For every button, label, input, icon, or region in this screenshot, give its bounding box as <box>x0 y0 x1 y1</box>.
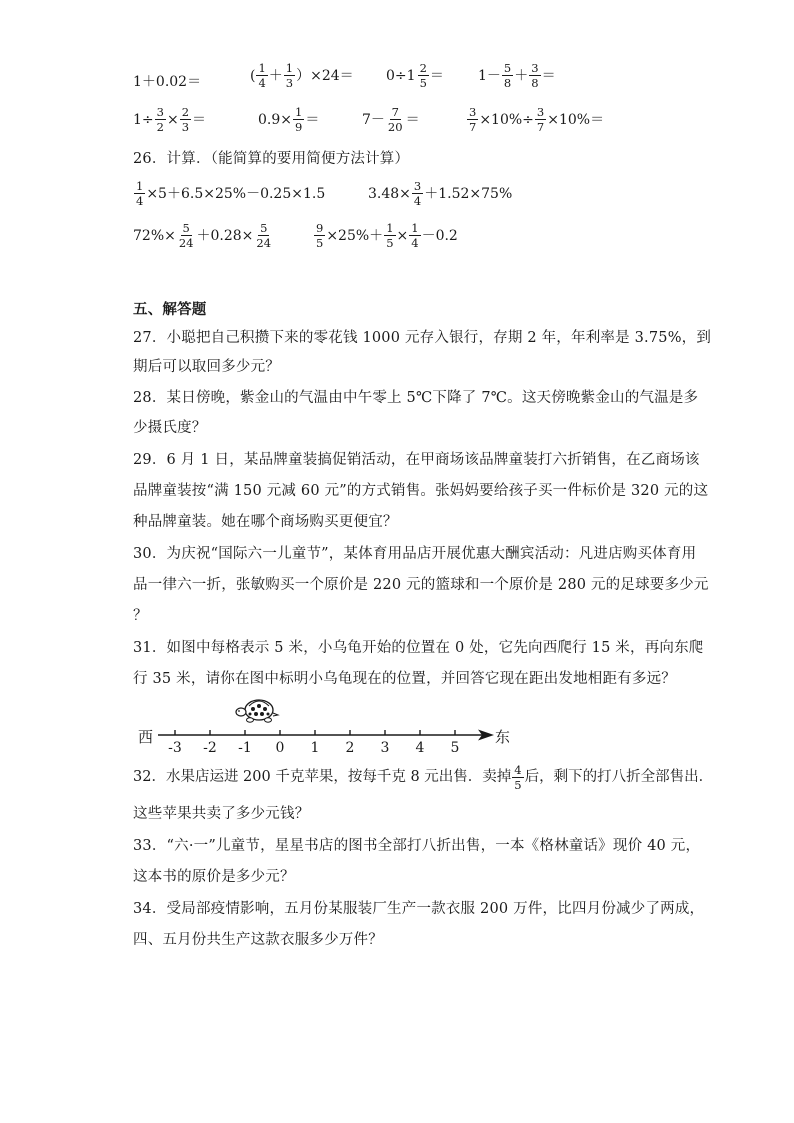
calc-r2-c: 7－ $\frac{7}{20}$ ＝ <box>362 105 420 135</box>
fraction: $\frac{3}{4}$ <box>413 179 422 209</box>
calc-r2-a: 1÷ $\frac{3}{2}$ × $\frac{2}{3}$ ＝ <box>133 105 207 135</box>
q27-line-2: 期后可以取回多少元？ <box>133 359 280 375</box>
fraction: $\frac{3}{7}$ <box>536 105 545 135</box>
tick-label: 1 <box>310 740 320 756</box>
q31-line-1: 31．如图中每格表示 5 米，小乌龟开始的位置在 0 处，它先向西爬行 15 米，再向东爬 <box>133 640 704 656</box>
calc-r1-a <box>133 75 201 89</box>
tick-label: 0 <box>275 740 285 756</box>
fraction: $\frac{5}{24}$ <box>256 221 272 251</box>
q28-line-1: 28．某日傍晚，紫金山的气温由中午零上 5℃下降了 7℃。这天傍晚紫金山的气温是多 <box>133 390 699 406</box>
q27-line-1: 27．小聪把自己积攒下来的零花钱 1000 元存入银行，存期 2 年，年利率是 3.75%，到 <box>133 330 712 346</box>
q34-line-1: 34．受局部疫情影响，五月份某服装厂生产一款衣服 200 万件，比四月份减少了两成， <box>133 901 705 917</box>
q33-line-2: 这本书的原价是多少元？ <box>133 869 295 885</box>
calc-r1-c: 0÷ 1 $\frac{2}{5}$ ＝ <box>386 61 444 91</box>
west-label: 西 <box>138 728 154 746</box>
tick-label: 3 <box>380 740 390 756</box>
tick-label: -2 <box>203 740 217 756</box>
number-line-figure <box>130 692 530 762</box>
fraction: $\frac{4}{5}$ <box>514 763 522 793</box>
tick-label: 2 <box>345 740 355 756</box>
q30-line-1: 30．为庆祝“国际六一儿童节”，某体育用品店开展优惠大酬宾活动：凡进店购买体育用 <box>133 546 697 562</box>
fraction: $\frac{1}{4}$ <box>136 179 144 209</box>
fraction: $\frac{5}{8}$ <box>503 61 512 91</box>
fraction: $\frac{1}{9}$ <box>295 105 303 135</box>
fraction: $\frac{3}{8}$ <box>531 61 539 91</box>
east-label: 东 <box>495 728 511 746</box>
q29-line-1: 29．6 月 1 日，某品牌童装搞促销活动，在甲商场该品牌童装打六折销售，在乙商场该 <box>133 452 700 468</box>
fraction: $\frac{1}{3}$ <box>285 61 294 91</box>
q26-expr-4: $\frac{9}{5}$ ×25%＋ $\frac{1}{5}$ × $\frac{1}{4}$ －0.2 <box>316 221 458 251</box>
mixed-number: 1 $\frac{2}{5}$ <box>406 61 427 91</box>
q30-line-3: ？ <box>133 608 148 624</box>
fraction: $\frac{1}{4}$ <box>258 61 266 91</box>
calc-r2-d: $\frac{3}{7}$ ×10%÷ $\frac{3}{7}$ ×10%＝ <box>469 105 605 135</box>
tick-labels <box>168 740 459 756</box>
q28-line-2: 少摄氏度？ <box>133 420 207 436</box>
tick-label: -1 <box>238 740 252 756</box>
calc-r2-b: 0.9× $\frac{1}{9}$ ＝ <box>258 105 320 135</box>
q32-line-2: 这些苹果共卖了多少元钱？ <box>133 806 310 822</box>
calc-r1-b: ( $\frac{1}{4}$ ＋ $\frac{1}{3}$ ）×24＝ <box>250 61 354 91</box>
q34-line-2: 四、五月份共生产这款衣服多少万件？ <box>133 932 383 948</box>
fraction: $\frac{3}{2}$ <box>156 105 164 135</box>
q26-title: 26．计算．（能简算的要用简便方法计算） <box>133 151 410 167</box>
q29-line-3: 种品牌童装。她在哪个商场购买更便宜？ <box>133 514 398 530</box>
q32-line-1: 32．水果店运进 200 千克苹果，按每千克 8 元出售．卖掉 $\frac{4}{5}$ 后，剩下的打八折全部售出． <box>133 763 714 793</box>
fraction: $\frac{3}{7}$ <box>469 105 477 135</box>
tick-label: 5 <box>450 740 460 756</box>
section-title: 五、解答题 <box>133 301 207 318</box>
q31-line-2: 行 35 米，请你在图中标明小乌龟现在的位置，并回答它现在距出发地相距有多远？ <box>133 671 676 687</box>
q26-expr-1: $\frac{1}{4}$ ×5＋6.5×25%－0.25×1.5 <box>136 179 326 209</box>
q29-line-2: 品牌童装按“满 150 元减 60 元”的方式销售。张妈妈要给孩子买一件标价是 320 元的这 <box>133 483 709 499</box>
calc-r1-a-text: 1＋0.02＝ <box>133 74 202 90</box>
tick-label: -3 <box>168 740 182 756</box>
fraction: $\frac{1}{5}$ <box>386 221 394 251</box>
turtle-icon <box>236 700 278 722</box>
calc-r1-d: 1－ $\frac{5}{8}$ ＋ $\frac{3}{8}$ ＝ <box>478 61 556 91</box>
tick-label: 4 <box>415 740 425 756</box>
fraction: $\frac{2}{3}$ <box>181 105 190 135</box>
q30-line-2: 品一律六一折，张敏购买一个原价是 220 元的篮球和一个原价是 280 元的足球要多少元 <box>133 577 709 593</box>
q33-line-1: 33．“六·一”儿童节，星星书店的图书全部打八折出售，一本《格林童话》现价 40 元， <box>133 838 701 854</box>
fraction: $\frac{5}{24}$ <box>178 221 194 251</box>
q26-expr-3: 72%× $\frac{5}{24}$ ＋0.28× $\frac{5}{24}$ <box>133 221 272 251</box>
fraction: $\frac{7}{20}$ <box>387 105 403 135</box>
fraction: $\frac{9}{5}$ <box>316 221 324 251</box>
fraction: $\frac{1}{4}$ <box>411 221 419 251</box>
q26-expr-2: 3.48× $\frac{3}{4}$ ＋1.52×75% <box>368 179 513 209</box>
